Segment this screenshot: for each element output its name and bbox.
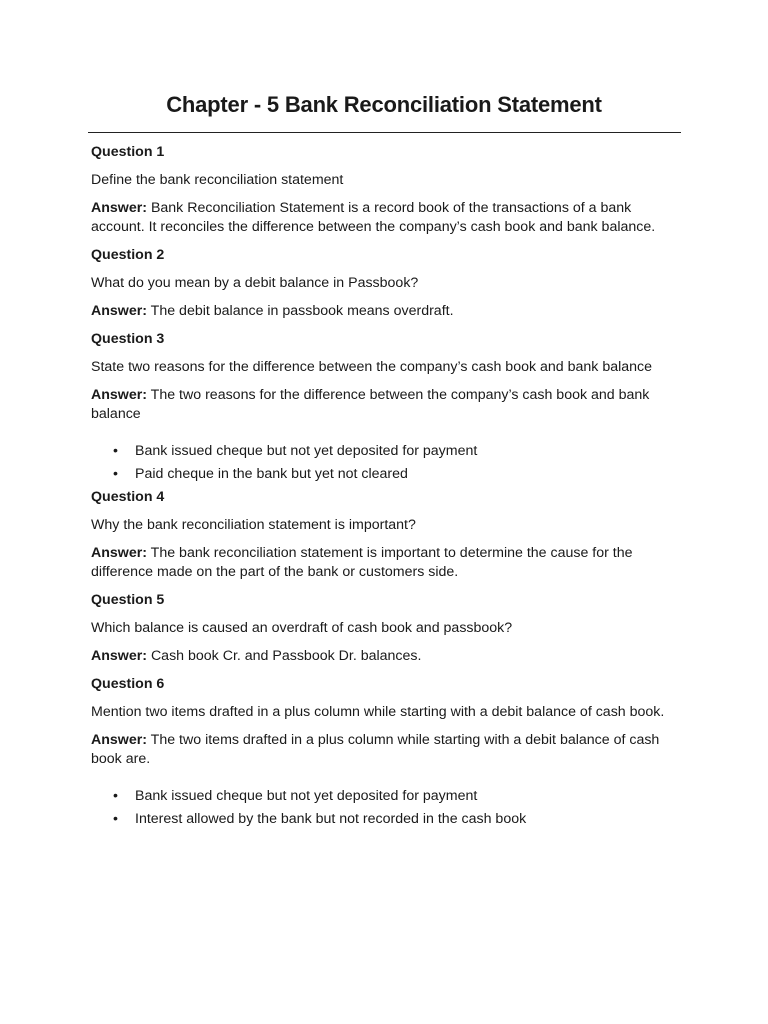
title-divider bbox=[88, 132, 681, 133]
answer-prefix: Answer: bbox=[91, 200, 147, 216]
bullet-item: • Bank issued cheque but not yet deposited for payment bbox=[135, 442, 675, 461]
answer-prefix: Answer: bbox=[91, 387, 147, 403]
answer-paragraph bbox=[91, 386, 675, 424]
question-label: Question 3 bbox=[91, 331, 165, 347]
question-block bbox=[91, 591, 675, 666]
answer-text: Bank Reconciliation Statement is a record book of the transactions of a bank account. It reconciles the difference between the company’s cash book and bank balance. bbox=[91, 200, 656, 235]
answer-prefix: Answer: bbox=[91, 545, 147, 561]
question-text: Which balance is caused an overdraft of cash book and passbook? bbox=[91, 620, 513, 636]
question-label: Question 1 bbox=[91, 144, 165, 160]
question-text: State two reasons for the difference between the company’s cash book and bank balance bbox=[91, 359, 653, 375]
question-label: Question 4 bbox=[91, 489, 165, 505]
answer-prefix: Answer: bbox=[91, 648, 147, 664]
answer-prefix: Answer: bbox=[91, 732, 147, 748]
answer-text: Cash book Cr. and Passbook Dr. balances. bbox=[150, 648, 422, 664]
answer-paragraph bbox=[91, 647, 675, 666]
question-block bbox=[91, 330, 675, 484]
bullet-item: • Paid cheque in the bank but yet not cleared bbox=[135, 465, 675, 484]
question-block bbox=[91, 143, 675, 237]
question-text: What do you mean by a debit balance in Passbook? bbox=[91, 275, 419, 291]
answer-bullet-list bbox=[91, 442, 675, 484]
answer-bullet-list bbox=[91, 787, 675, 829]
answer-paragraph bbox=[91, 544, 675, 582]
question-block bbox=[91, 246, 675, 321]
bullet-item: • Interest allowed by the bank but not recorded in the cash book bbox=[135, 810, 675, 829]
answer-paragraph bbox=[91, 199, 675, 237]
page-title: Chapter - 5 Bank Reconciliation Statement bbox=[166, 92, 602, 117]
question-text: Why the bank reconciliation statement is important? bbox=[91, 517, 416, 533]
answer-text: The debit balance in passbook means overdraft. bbox=[150, 303, 454, 319]
question-text: Define the bank reconciliation statement bbox=[91, 172, 344, 188]
question-block bbox=[91, 488, 675, 582]
answer-text: The two reasons for the difference between the company’s cash book and bank balance bbox=[91, 387, 650, 422]
bullet-item: • Bank issued cheque but not yet deposited for payment bbox=[135, 787, 675, 806]
question-block bbox=[91, 675, 675, 829]
answer-paragraph bbox=[91, 731, 675, 769]
question-label: Question 5 bbox=[91, 592, 165, 608]
qa-content bbox=[91, 143, 675, 833]
question-label: Question 2 bbox=[91, 247, 165, 263]
answer-text: The bank reconciliation statement is important to determine the cause for the difference made on the part of the bank or customers side. bbox=[91, 545, 633, 580]
question-text: Mention two items drafted in a plus column while starting with a debit balance of cash book. bbox=[91, 704, 665, 720]
answer-paragraph bbox=[91, 302, 675, 321]
answer-prefix: Answer: bbox=[91, 303, 147, 319]
question-label: Question 6 bbox=[91, 676, 165, 692]
answer-text: The two items drafted in a plus column while starting with a debit balance of cash book are. bbox=[91, 732, 660, 767]
